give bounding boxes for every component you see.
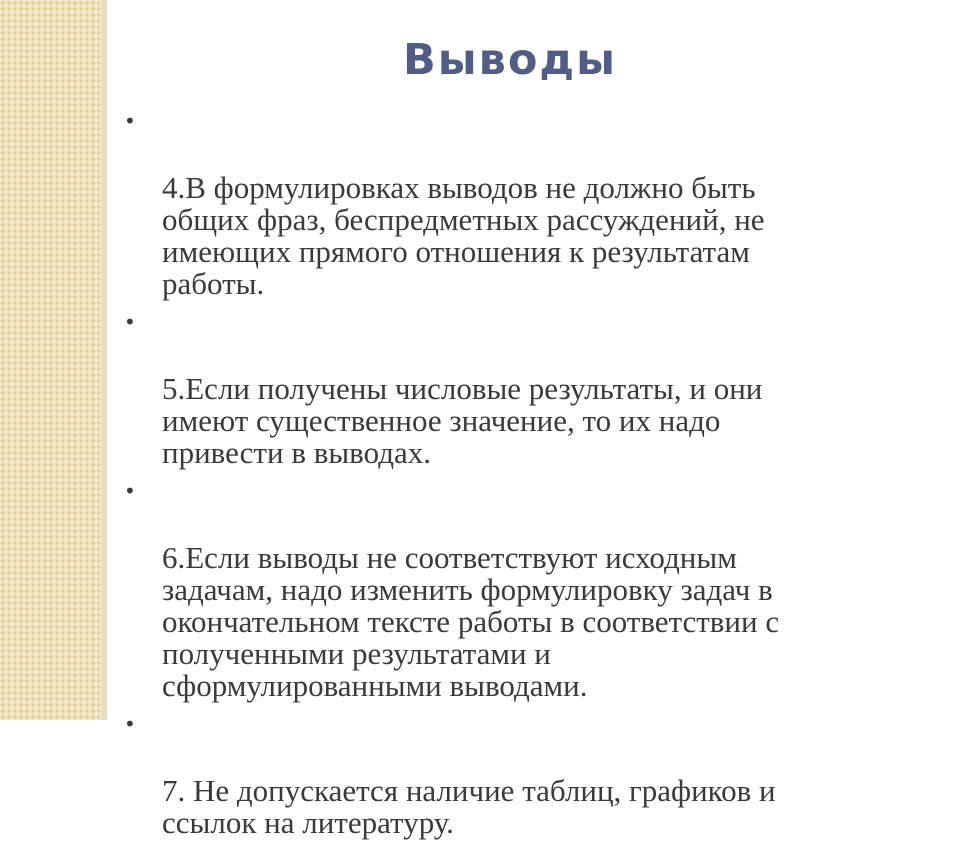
list-item (124, 108, 924, 300)
bullet-list (124, 108, 924, 848)
bullet-icon: • (124, 109, 136, 133)
bullet-text: 5.Если получены числовые результаты, и они имеют существенное значение, то их надо привести в выводах. (162, 371, 763, 470)
bullet-icon: • (124, 712, 136, 736)
list-item (124, 309, 924, 469)
bullet-text: 7. Не допускается наличие таблиц, графиков и ссылок на литературу. (162, 773, 776, 840)
slide-title: Выводы (402, 35, 618, 85)
list-item (124, 711, 924, 839)
bullet-text: 4.В формулировках выводов не должно быть общих фраз, беспредметных рассуждений, не имеющих прямого отношения к результатам работы. (162, 170, 765, 301)
bullet-icon: • (124, 479, 136, 503)
bullet-icon: • (124, 310, 136, 334)
bullet-text: 6.Если выводы не соответствуют исходным задачам, надо изменить формулировку задач в окончательном тексте работы в соответствии с полученными результатами и сформулированными выводами. (162, 540, 780, 703)
decorative-side-strip (0, 0, 100, 720)
decorative-divider (100, 0, 107, 720)
list-item (124, 478, 924, 702)
